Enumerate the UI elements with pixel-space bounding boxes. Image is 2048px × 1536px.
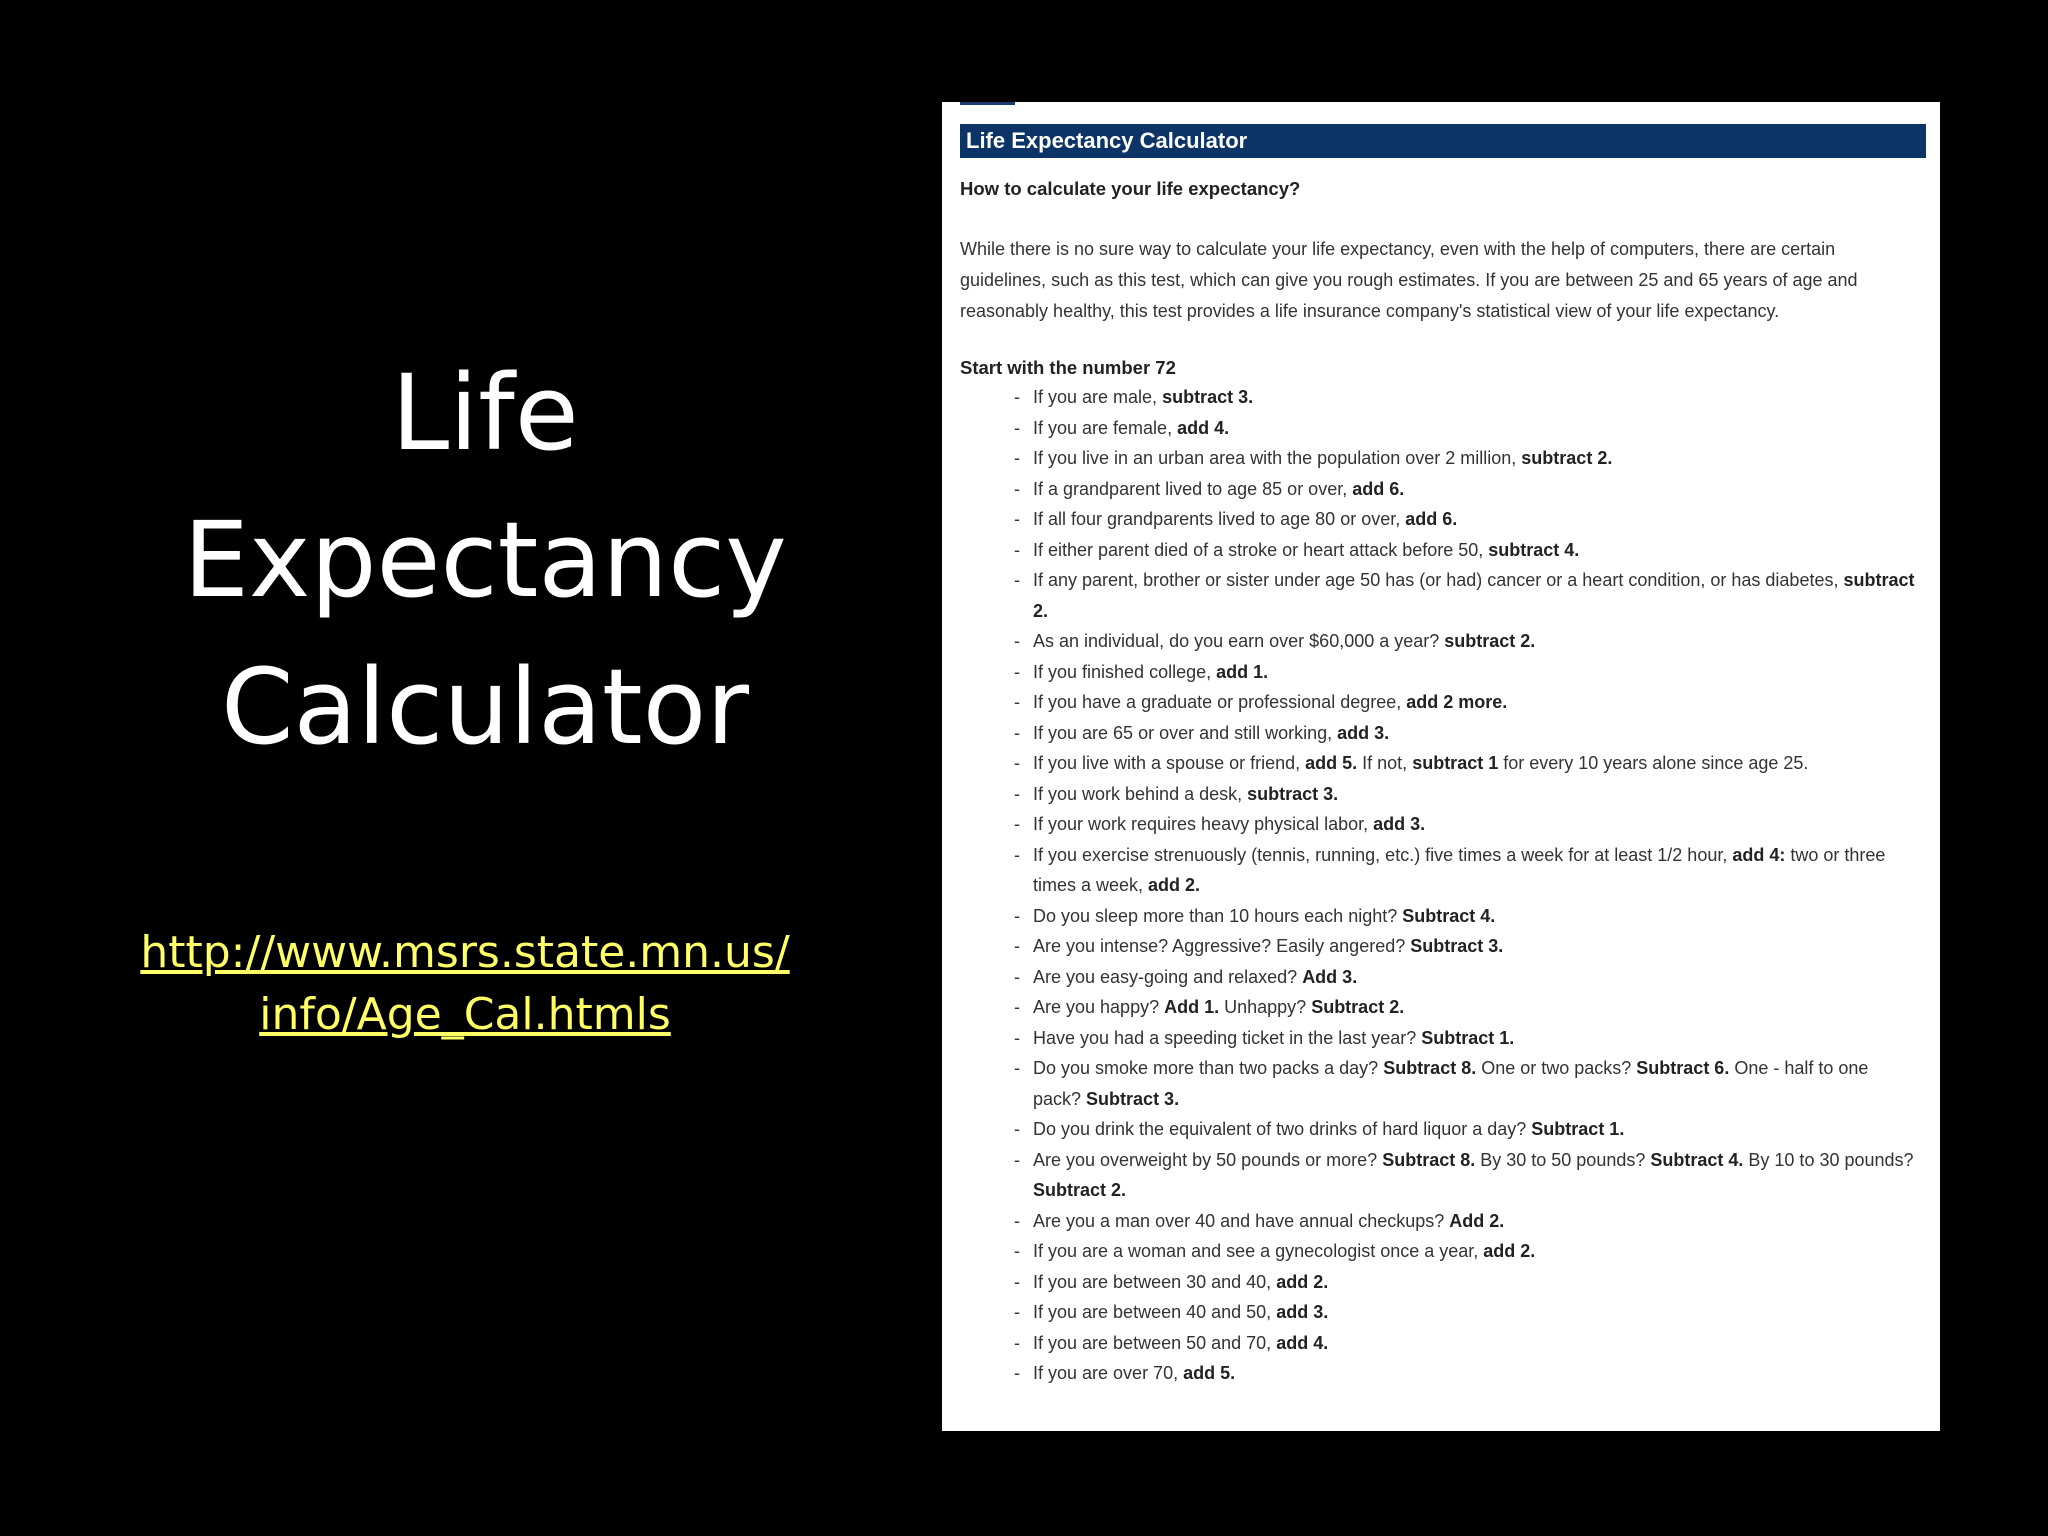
- rule-adjustment: add 4:: [1732, 844, 1786, 865]
- intro-paragraph: While there is no sure way to calculate your life expectancy, even with the help of computers, there are certain guidelines, such as this test, which can give you rough estimates. If you are between 25 and 65 years of age and reasonably healthy, this test provides a life insurance company's statistical view of your life expectancy.: [960, 239, 1858, 321]
- rule-item: [1014, 687, 1920, 718]
- rule-adjustment: add 4.: [1276, 1332, 1329, 1353]
- rule-text: If a grandparent lived to age 85 or over,: [1033, 478, 1353, 499]
- rule-text: Unhappy?: [1219, 997, 1312, 1017]
- rule-text: If you are between 30 and 40,: [1033, 1271, 1277, 1292]
- webpage-screenshot: [942, 102, 1940, 1431]
- rule-adjustment: add 6.: [1352, 478, 1405, 499]
- rule-item: [1014, 931, 1920, 962]
- rule-adjustment: Subtract 4.: [1402, 905, 1496, 926]
- rule-adjustment: subtract 4.: [1488, 539, 1580, 560]
- rule-text: If you exercise strenuously (tennis, running, etc.) five times a week for at least 1/2 hour,: [1033, 844, 1733, 865]
- rule-item: [1014, 535, 1920, 566]
- rule-item: [1014, 1206, 1920, 1237]
- rule-text: By 10 to 30 pounds?: [1743, 1149, 1914, 1170]
- rule-item: [1014, 1358, 1920, 1389]
- calculator-header: Life Expectancy Calculator: [960, 124, 1926, 158]
- start-instruction: Start with the number 72: [960, 357, 1176, 378]
- rule-item: [1014, 1145, 1920, 1206]
- rules-list: [960, 382, 1920, 1389]
- rule-text: As an individual, do you earn over $60,000 a year?: [1033, 631, 1445, 651]
- rule-item: [1014, 962, 1920, 993]
- slide-title: [130, 340, 840, 781]
- rule-text: If any parent, brother or sister under age 50 has (or had) cancer or a heart condition, or has diabetes,: [1033, 570, 1844, 590]
- rule-text: One - half to one pack?: [1033, 1058, 1869, 1109]
- rule-text: If you are 65 or over and still working,: [1033, 722, 1338, 743]
- rule-adjustment: Subtract 2.: [1311, 997, 1405, 1017]
- rule-item: [1014, 840, 1920, 901]
- rule-item: [1014, 992, 1920, 1023]
- rule-adjustment: subtract 2.: [1444, 631, 1536, 651]
- rule-text: If you live in an urban area with the population over 2 million,: [1033, 448, 1522, 468]
- rule-text: If all four grandparents lived to age 80 or over,: [1033, 509, 1406, 529]
- rule-text: Have you had a speeding ticket in the last year?: [1033, 1027, 1422, 1048]
- slide-title-line: Calculator: [220, 646, 750, 768]
- calculator-content: [960, 176, 1920, 1389]
- rule-adjustment: add 6.: [1405, 509, 1458, 529]
- rule-item: [1014, 748, 1920, 779]
- rule-text: Are you happy?: [1033, 997, 1165, 1017]
- rule-text: If you are between 40 and 50,: [1033, 1302, 1277, 1322]
- rule-item: [1014, 1267, 1920, 1298]
- rule-text: If you work behind a desk,: [1033, 783, 1248, 804]
- rule-adjustment: Subtract 3.: [1086, 1088, 1180, 1109]
- rule-adjustment: add 2.: [1148, 875, 1201, 895]
- rule-item: [1014, 1236, 1920, 1267]
- rule-adjustment: Subtract 8.: [1383, 1058, 1477, 1078]
- rule-text: Do you smoke more than two packs a day?: [1033, 1058, 1384, 1078]
- rule-text: If you are over 70,: [1033, 1363, 1184, 1383]
- rule-item: [1014, 901, 1920, 932]
- rule-item: [1014, 1114, 1920, 1145]
- rule-text: Are you intense? Aggressive? Easily angered?: [1033, 936, 1411, 956]
- rule-adjustment: add 5.: [1183, 1363, 1236, 1383]
- rule-item: [1014, 718, 1920, 749]
- rule-adjustment: Subtract 2.: [1033, 1180, 1127, 1200]
- source-link-line[interactable]: http://www.msrs.state.mn.us/: [140, 927, 790, 978]
- rule-text: If you have a graduate or professional degree,: [1033, 692, 1407, 712]
- rule-text: Are you overweight by 50 pounds or more?: [1033, 1149, 1383, 1170]
- rule-text: Are you a man over 40 and have annual checkups?: [1033, 1210, 1450, 1231]
- rule-text: One or two packs?: [1476, 1058, 1637, 1078]
- rule-text: If you are a woman and see a gynecologist once a year,: [1033, 1241, 1484, 1261]
- rule-adjustment: subtract 3.: [1247, 783, 1339, 804]
- rule-adjustment: Add 2.: [1449, 1210, 1505, 1231]
- rule-item: [1014, 809, 1920, 840]
- rule-adjustment: subtract 1: [1412, 753, 1499, 773]
- source-link[interactable]: [110, 922, 820, 1046]
- rule-item: [1014, 657, 1920, 688]
- rule-item: [1014, 443, 1920, 474]
- rule-text: If you live with a spouse or friend,: [1033, 753, 1306, 773]
- question-heading: How to calculate your life expectancy?: [960, 178, 1301, 199]
- rule-item: [1014, 565, 1920, 626]
- rule-adjustment: Subtract 1.: [1531, 1119, 1625, 1139]
- rule-adjustment: add 2 more.: [1406, 692, 1508, 712]
- rule-item: [1014, 1053, 1920, 1114]
- rule-adjustment: subtract 3.: [1162, 387, 1254, 407]
- rule-item: [1014, 779, 1920, 810]
- rule-adjustment: Subtract 8.: [1382, 1149, 1476, 1170]
- top-nav-remnant: [960, 102, 1015, 105]
- rule-text: Do you sleep more than 10 hours each night?: [1033, 905, 1403, 926]
- rule-text: By 30 to 50 pounds?: [1475, 1149, 1651, 1170]
- rule-adjustment: Subtract 4.: [1650, 1149, 1744, 1170]
- rule-item: [1014, 626, 1920, 657]
- rule-adjustment: subtract 2.: [1033, 570, 1915, 621]
- rule-adjustment: add 3.: [1373, 814, 1426, 834]
- rule-adjustment: add 5.: [1305, 753, 1358, 773]
- rule-text: If either parent died of a stroke or heart attack before 50,: [1033, 539, 1489, 560]
- slide-title-line: Life: [391, 352, 579, 474]
- rule-adjustment: add 2.: [1483, 1241, 1536, 1261]
- rule-adjustment: add 1.: [1216, 661, 1269, 682]
- rule-item: [1014, 1297, 1920, 1328]
- rule-text: If you are female,: [1033, 417, 1178, 438]
- rule-text: for every 10 years alone since age 25.: [1498, 753, 1809, 773]
- rule-text: Do you drink the equivalent of two drinks of hard liquor a day?: [1033, 1119, 1532, 1139]
- rule-adjustment: add 3.: [1276, 1302, 1329, 1322]
- rule-adjustment: add 4.: [1177, 417, 1230, 438]
- rule-adjustment: Add 3.: [1302, 966, 1358, 987]
- rule-text: If you are between 50 and 70,: [1033, 1332, 1277, 1353]
- source-link-line[interactable]: info/Age_Cal.htmls: [259, 989, 671, 1040]
- rule-item: [1014, 474, 1920, 505]
- rule-adjustment: subtract 2.: [1521, 448, 1613, 468]
- rule-text: If your work requires heavy physical labor,: [1033, 814, 1374, 834]
- rule-text: If not,: [1357, 753, 1413, 773]
- rule-text: Are you easy-going and relaxed?: [1033, 966, 1303, 987]
- rule-item: [1014, 504, 1920, 535]
- rule-adjustment: Subtract 1.: [1421, 1027, 1515, 1048]
- rule-item: [1014, 1328, 1920, 1359]
- rule-adjustment: add 2.: [1276, 1271, 1329, 1292]
- rule-item: [1014, 382, 1920, 413]
- rule-item: [1014, 1023, 1920, 1054]
- rule-item: [1014, 413, 1920, 444]
- rule-text: If you finished college,: [1033, 661, 1217, 682]
- rule-adjustment: Add 1.: [1164, 997, 1220, 1017]
- rule-text: If you are male,: [1033, 387, 1163, 407]
- slide-title-line: Expectancy: [183, 499, 787, 621]
- rule-adjustment: Subtract 6.: [1636, 1058, 1730, 1078]
- rule-adjustment: Subtract 3.: [1410, 936, 1504, 956]
- rule-text: two or three times a week,: [1033, 844, 1886, 895]
- rule-adjustment: add 3.: [1337, 722, 1390, 743]
